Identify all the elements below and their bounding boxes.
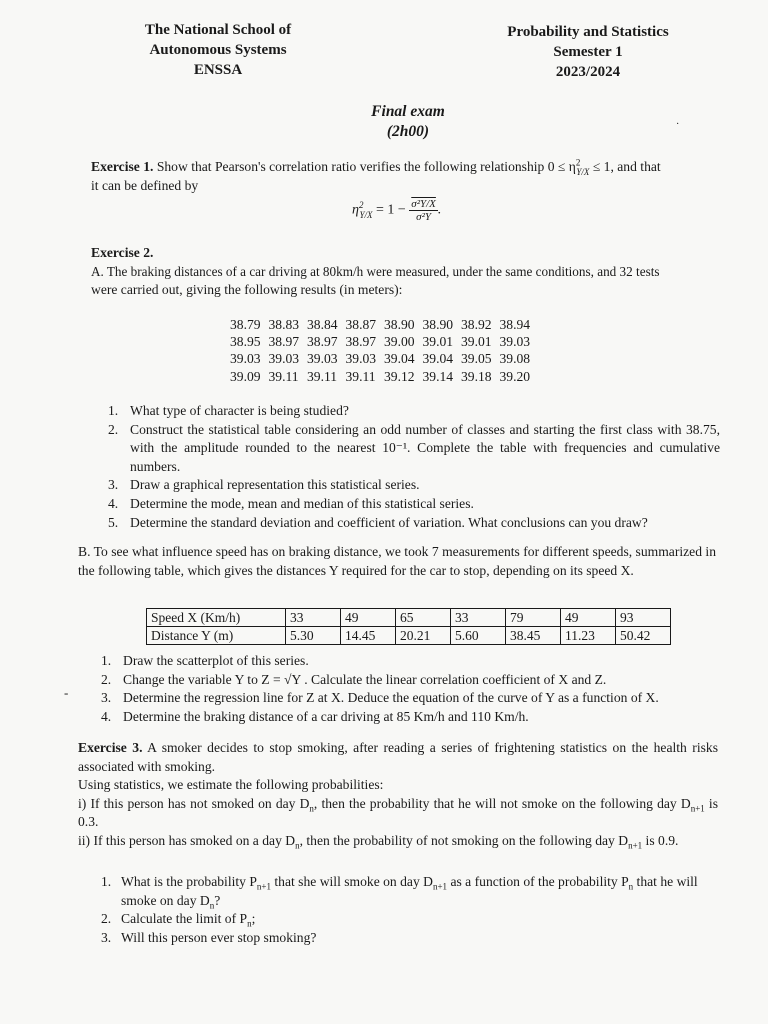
scan-speck: · — [676, 119, 680, 130]
school-header — [118, 20, 318, 80]
list-item — [108, 514, 720, 533]
list-item — [108, 402, 720, 421]
table-cell: 14.45 — [341, 627, 396, 645]
table-row-distance — [147, 627, 671, 645]
data-value: 38.79 — [230, 317, 261, 332]
exercise-1-label: Exercise 1. — [91, 159, 154, 174]
exercise-2-intro — [91, 244, 721, 300]
list-text: Determine the braking distance of a car driving at 85 Km/h and 110 Km/h. — [123, 708, 529, 724]
table-cell: 33 — [451, 609, 506, 627]
data-value: 39.00 — [384, 334, 415, 350]
list-item: 3. Will this person ever stop smoking? — [101, 929, 317, 945]
table-cell: 49 — [341, 609, 396, 627]
data-value: 39.03 — [499, 334, 531, 350]
speed-distance-table — [146, 608, 671, 645]
list-item — [101, 689, 721, 708]
data-value: 38.97 — [345, 334, 377, 350]
table-cell: 49 — [561, 609, 616, 627]
data-value: 39.09 — [230, 368, 261, 384]
braking-distance-data — [230, 316, 538, 385]
data-row — [230, 350, 538, 367]
list-number: 5. — [108, 514, 119, 530]
correlation-ratio-formula: $\eta^2_{Y/X} = 1$ − $\frac{\text{σ²Y/X}}{\text{σ²Y}}$ . — [352, 198, 442, 223]
margin-mark: - — [64, 685, 69, 700]
data-row — [230, 333, 538, 350]
data-value: 39.03 — [230, 351, 261, 367]
list-text: Determine the standard deviation and coefficient of variation. What conclusions can you draw? — [130, 514, 648, 530]
data-value: 39.01 — [422, 334, 454, 350]
list-text: Change the variable Y to Z = √Y . Calculate the linear correlation coefficient of X and Z. — [123, 671, 607, 687]
formula-numerator: σ²Y/X — [411, 198, 436, 210]
course-name: Probability and Statistics — [507, 24, 669, 40]
exercise-3-questions — [101, 873, 719, 947]
list-text: Construct the statistical table considering an odd number of classes and starting the first class with 38.75, with the amplitude rounded to the nearest 10⁻¹. Complete the table with frequencies and cumulative numbers. — [130, 421, 720, 474]
school-name-line2: Autonomous Systems — [149, 42, 287, 58]
table-cell: 79 — [506, 609, 561, 627]
data-value: 38.87 — [345, 317, 377, 332]
data-value: 39.12 — [384, 368, 415, 384]
data-value: 38.83 — [268, 317, 300, 332]
list-item — [108, 495, 720, 514]
list-text: Draw a graphical representation this statistical series. — [130, 477, 420, 493]
data-value: 39.14 — [422, 368, 454, 384]
school-acronym: ENSSA — [193, 62, 243, 78]
table-cell: 65 — [396, 609, 451, 627]
table-row-speed — [147, 609, 671, 627]
list-text: What type of character is being studied? — [130, 403, 349, 418]
data-row — [230, 368, 538, 385]
list-number: 1. — [108, 403, 119, 418]
list-number: 1. — [101, 653, 112, 668]
data-value: 38.95 — [230, 334, 261, 350]
data-value: 39.01 — [461, 334, 492, 350]
exercise-2-questions-b — [101, 652, 721, 726]
data-value: 39.08 — [499, 351, 531, 367]
data-value: 39.11 — [268, 368, 299, 384]
exam-duration: (2h00) — [386, 123, 430, 140]
data-value: 39.03 — [268, 351, 300, 367]
exercise-3-intro: Exercise 3. A smoker decides to stop smoking, after reading a series of frightening statistics on the health risks associated with smoking. — [78, 740, 718, 774]
list-number: 3. — [108, 477, 119, 493]
list-number: 2. — [101, 671, 112, 687]
exam-title-main: Final exam — [371, 103, 445, 120]
exercise-1-line1: Exercise 1. Show that Pearson's correlation ratio verifies the following relationship $0 \le \eta^2_{Y/X} \le 1$, and that — [91, 157, 661, 177]
table-cell: 33 — [286, 609, 341, 627]
list-item — [108, 476, 720, 495]
table-header-speed: Speed X (Km/h) — [147, 609, 286, 627]
exercise-2-part-a-line2: were carried out, giving the following results (in meters): — [91, 282, 403, 298]
exercise-3-condition-i: i) If this person has not smoked on day $D_n$, then the probability that he will not smoke on the following day $D_{n+1}$ is 0.3. — [78, 795, 718, 830]
list-item — [101, 708, 721, 727]
list-number: 4. — [101, 708, 112, 724]
data-value: 39.05 — [461, 351, 492, 367]
exercise-2-part-a-line1: A. The braking distances of a car driving at 80km/h were measured, under the same conditions, and 32 tests — [91, 263, 660, 279]
list-text: Determine the mode, mean and median of this statistical series. — [130, 495, 474, 511]
data-value: 38.97 — [307, 334, 338, 350]
data-row — [230, 316, 538, 333]
table-cell: 20.21 — [396, 627, 451, 645]
exercise-2-label: Exercise 2. — [91, 245, 154, 260]
list-number: 4. — [108, 495, 119, 511]
exercise-3-stats-line: Using statistics, we estimate the following probabilities: — [78, 777, 384, 793]
data-value: 38.97 — [268, 334, 300, 350]
list-item — [101, 671, 721, 690]
table-cell: 50.42 — [616, 627, 671, 645]
list-item: 1. What is the probability $P_{n+1}$ that she will smoke on day $D_{n+1}$ as a function of the probability $P_n$ that he will smoke on day $D_n$? — [101, 874, 698, 911]
formula-fraction — [409, 198, 438, 223]
list-item — [101, 652, 721, 671]
data-value: 39.03 — [307, 351, 338, 367]
data-value: 39.11 — [345, 368, 376, 384]
table-header-distance: Distance Y (m) — [147, 627, 286, 645]
formula-denominator: σ²Y — [416, 211, 431, 223]
data-value: 38.92 — [461, 317, 492, 332]
exercise-1 — [91, 158, 721, 195]
list-item: 2. Calculate the limit of $P_n$; — [101, 911, 256, 929]
list-text: Determine the regression line for Z at X. Deduce the equation of the curve of Y as a function of X. — [123, 690, 659, 706]
data-value: 39.04 — [422, 351, 454, 367]
data-value: 38.94 — [499, 317, 531, 332]
list-number: 2. — [108, 421, 119, 437]
table-cell: 5.30 — [286, 627, 341, 645]
semester: Semester 1 — [553, 44, 623, 60]
data-value: 39.11 — [307, 368, 338, 384]
table-cell: 38.45 — [506, 627, 561, 645]
table-cell: 11.23 — [561, 627, 616, 645]
course-header — [488, 22, 688, 82]
list-item — [108, 421, 720, 477]
exercise-3-condition-ii: ii) If this person has smoked on a day $D_n$, then the probability of not smoking on the following day $D_{n+1}$ is 0.9. — [78, 832, 679, 851]
exercise-2-part-b-text: B. To see what influence speed has on braking distance, we took 7 measurements for different speeds, summarized in the following table, which gives the distances Y required for the car to stop, depending on its speed X. — [78, 544, 716, 578]
data-value: 38.90 — [384, 317, 415, 332]
academic-year: 2023/2024 — [555, 64, 621, 80]
exercise-3-label: Exercise 3. — [78, 740, 143, 755]
data-value: 38.84 — [307, 317, 338, 332]
data-value: 39.03 — [345, 351, 377, 367]
data-value: 39.18 — [461, 368, 492, 384]
exercise-2-questions-a — [108, 402, 720, 532]
exercise-2-part-b — [78, 543, 716, 580]
exam-title — [300, 102, 516, 142]
list-text: Draw the scatterplot of this series. — [123, 653, 309, 668]
data-value: 39.20 — [499, 368, 531, 384]
exercise-1-line2: it can be defined by — [91, 177, 199, 193]
exercise-3 — [78, 739, 718, 851]
table-cell: 93 — [616, 609, 671, 627]
school-name-line1: The National School of — [144, 22, 292, 38]
data-value: 38.90 — [422, 317, 454, 332]
data-value: 39.04 — [384, 351, 415, 367]
list-number: 3. — [101, 690, 112, 706]
table-cell: 5.60 — [451, 627, 506, 645]
